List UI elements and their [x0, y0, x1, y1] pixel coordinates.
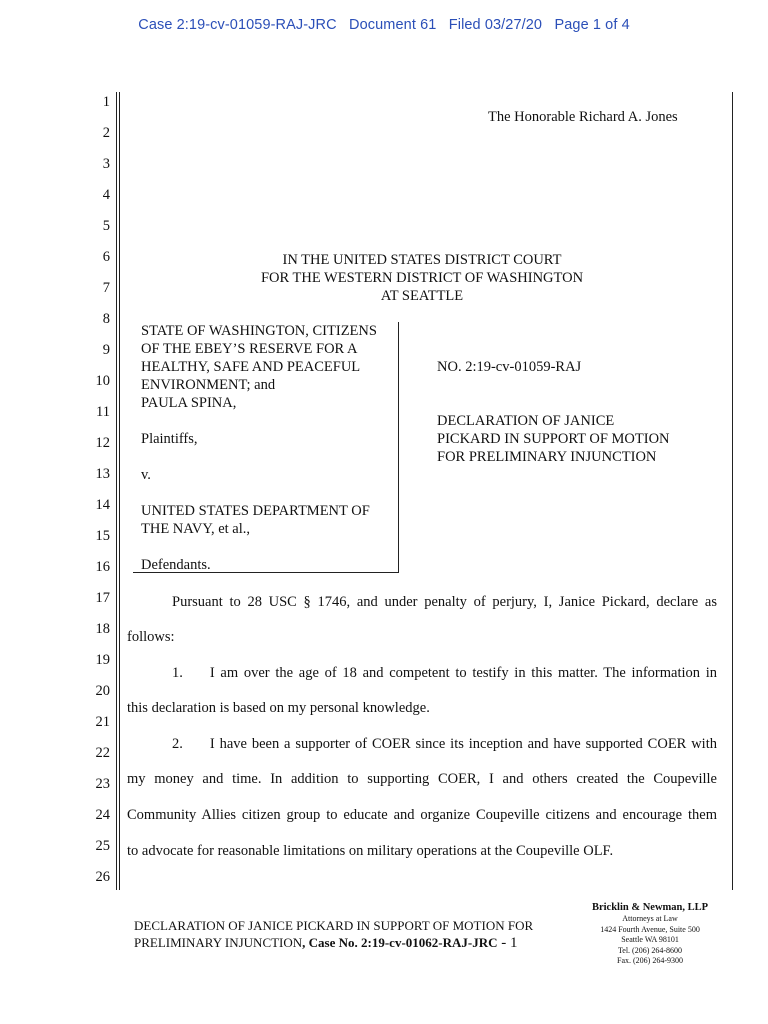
line-number: 11 [96, 404, 110, 420]
paragraph-2-line-1: 2. I have been a supporter of COER since its inception and have supported COER with [172, 736, 717, 752]
paragraph-2-line-4: to advocate for reasonable limitations on military operations at the Coupeville OLF. [127, 843, 614, 859]
line-number: 26 [95, 869, 110, 885]
document-title [437, 412, 670, 466]
firm-phone: Tel. (206) 264-8600 [617, 945, 683, 955]
line-number: 18 [95, 621, 110, 637]
paragraph-1-line-2: this declaration is based on my personal knowledge. [127, 700, 430, 716]
court-line-1: IN THE UNITED STATES DISTRICT COURT [282, 252, 562, 268]
firm-address: 1424 Fourth Avenue, Suite 500 [600, 924, 700, 934]
intro-line-2: follows: [127, 629, 175, 645]
left-margin-rule-inner [119, 92, 120, 890]
line-number: 4 [102, 187, 110, 203]
plaintiff-line: PAULA SPINA, [141, 395, 237, 411]
firm-line: Attorneys at Law [622, 914, 678, 923]
court-line-3: AT SEATTLE [380, 288, 464, 304]
left-margin-rule-outer [116, 92, 117, 890]
plaintiffs-block [141, 322, 401, 412]
footer-case-number: , Case No. 2:19-cv-01062-RAJ-JRC [302, 935, 498, 950]
firm-name: Bricklin & Newman, LLP [591, 902, 709, 913]
line-number: 3 [102, 156, 110, 172]
line-number: 22 [95, 745, 110, 761]
line-number: 20 [95, 683, 110, 699]
plaintiff-line: STATE OF WASHINGTON, CITIZENS [141, 323, 377, 339]
firm-city: Seattle WA 98101 [621, 935, 679, 944]
defendant-line: UNITED STATES DEPARTMENT OF [141, 503, 370, 519]
line-number: 9 [102, 342, 110, 358]
line-number: 21 [95, 714, 110, 730]
line-number: 5 [102, 218, 110, 234]
line-number: 13 [95, 466, 110, 482]
defendants-label: Defendants. [141, 557, 211, 573]
footer-document-caption [134, 917, 533, 952]
line-number: 25 [95, 838, 110, 854]
footer-line-2: PRELIMINARY INJUNCTION, Case No. 2:19-cv-01062-RAJ-JRC - 1 [134, 935, 518, 951]
plaintiffs-label: Plaintiffs, [141, 431, 198, 447]
paragraph-number: 2. [172, 736, 183, 752]
paragraph-2-line-3: Community Allies citizen group to educate and organize Coupeville citizens and encourage them [127, 807, 717, 823]
line-number: 14 [95, 497, 110, 513]
court-heading [120, 251, 724, 305]
footer-line-1: DECLARATION OF JANICE PICKARD IN SUPPORT OF MOTION FOR [134, 918, 534, 933]
paragraph-2-line-2: my money and time. In addition to supporting COER, I and others created the Coupeville [127, 771, 717, 787]
right-margin-rule [732, 92, 733, 890]
law-firm-block [560, 901, 740, 967]
line-number: 6 [102, 249, 110, 265]
line-number: 23 [95, 776, 110, 792]
document-title-line: PICKARD IN SUPPORT OF MOTION [437, 431, 670, 447]
versus: v. [141, 467, 151, 483]
document-title-line: FOR PRELIMINARY INJUNCTION [437, 449, 657, 465]
case-number: NO. 2:19-cv-01059-RAJ [437, 359, 582, 375]
intro-line-1: Pursuant to 28 USC § 1746, and under penalty of perjury, I, Janice Pickard, declare as [172, 594, 717, 610]
line-number: 24 [95, 807, 110, 823]
paragraph-1-line-1: 1. I am over the age of 18 and competent to testify in this matter. The information in [172, 665, 717, 681]
document-title-line: DECLARATION OF JANICE [437, 413, 615, 429]
firm-fax: Fax. (206) 264-9300 [617, 956, 683, 965]
line-number: 15 [95, 528, 110, 544]
judge-name: The Honorable Richard A. Jones [488, 109, 678, 125]
line-number: 19 [95, 652, 110, 668]
line-number: 10 [95, 373, 110, 389]
line-number: 1 [102, 94, 110, 110]
line-number: 2 [102, 125, 110, 141]
page-number: - 1 [497, 935, 518, 951]
plaintiff-line: HEALTHY, SAFE AND PEACEFUL [141, 359, 361, 375]
line-number: 12 [95, 435, 110, 451]
plaintiff-line: ENVIRONMENT; and [141, 377, 276, 393]
plaintiff-line: OF THE EBEY’S RESERVE FOR A [141, 341, 358, 357]
defendants-block [141, 502, 401, 538]
line-number: 17 [95, 590, 110, 606]
line-number: 16 [95, 559, 110, 575]
line-number: 8 [102, 311, 110, 327]
case-header-stamp: Case 2:19-cv-01059-RAJ-JRC Document 61 Filed 03/27/20 Page 1 of 4 [138, 17, 630, 33]
defendant-line: THE NAVY, et al., [141, 521, 251, 537]
line-number: 7 [102, 280, 110, 296]
paragraph-number: 1. [172, 665, 183, 681]
court-line-2: FOR THE WESTERN DISTRICT OF WASHINGTON [260, 270, 584, 286]
